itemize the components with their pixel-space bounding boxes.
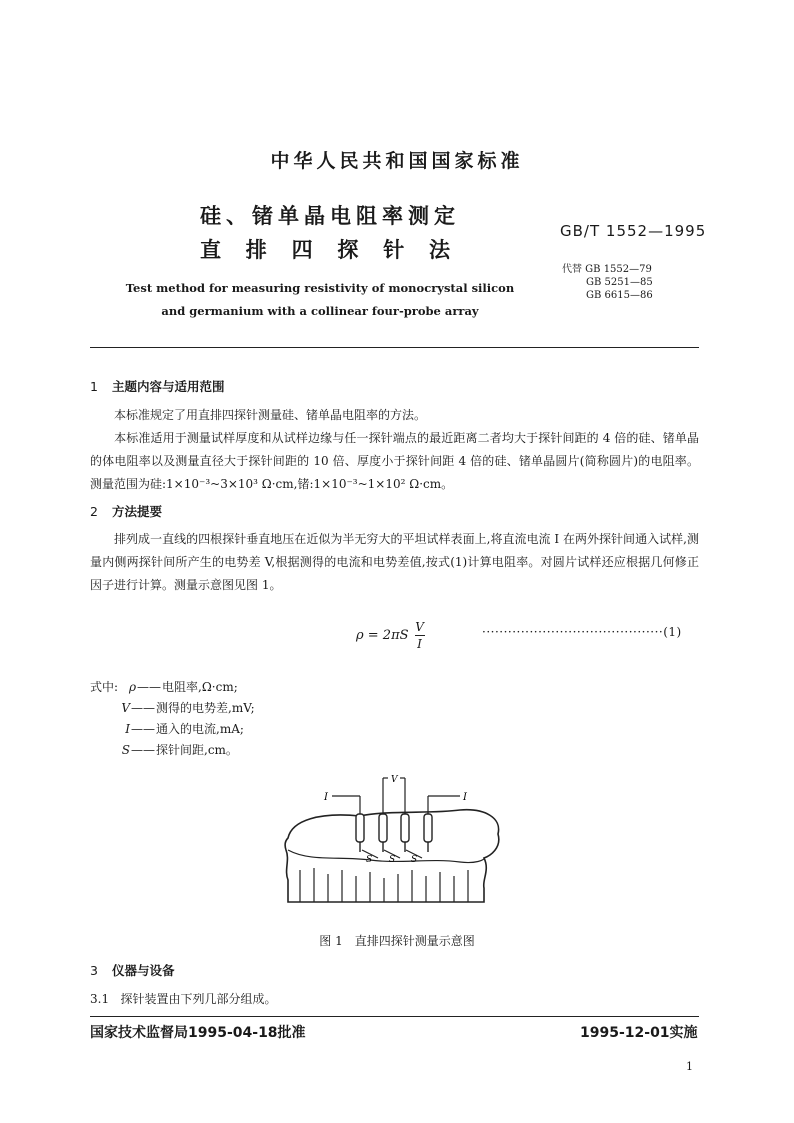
definition-row: [90, 698, 255, 719]
formula-numerator: V: [415, 620, 424, 634]
section-2-heading: [90, 502, 162, 520]
formula-fraction: [415, 620, 425, 651]
section-1-paragraph-1: [90, 404, 699, 427]
dash: ——: [131, 701, 155, 715]
section-number: 3: [90, 963, 98, 978]
section-1-paragraph-2: [90, 427, 699, 496]
section-number: 2: [90, 504, 98, 519]
symbol-description: 电阻率,Ω·cm;: [162, 680, 238, 694]
current-label-right: I: [463, 792, 467, 803]
leader-dots: ··········································: [482, 625, 664, 639]
section-title: 主题内容与适用范围: [112, 379, 225, 394]
replaces-line: 代替 GB 1552—79: [562, 264, 652, 275]
document-title-line2: [200, 234, 450, 264]
section-1-heading: [90, 377, 225, 395]
title-char: 直: [200, 238, 221, 262]
symbol: ρ: [128, 680, 137, 694]
definition-row: [90, 677, 255, 698]
paragraph-text: 排列成一直线的四根探针垂直地压在近似为半无穷大的平坦试样表面上,将直流电流 I 在两外探针间通入试样,测量内侧两探针间所产生的电势差 V,根据测得的电流和电势差值,按式(1)计算电阻率。对圆片试样还应根据几何修正因子进行计算。测量示意图见图 1。: [90, 532, 699, 592]
spacing-label: S: [389, 855, 396, 865]
footer-divider: [90, 1016, 699, 1017]
document-title-line1: 硅、锗单晶电阻率测定: [200, 204, 460, 228]
title-char: 法: [428, 238, 450, 262]
subsection-number: 3.1: [90, 992, 110, 1006]
where-prefix: 式中:: [90, 680, 119, 694]
dash: ——: [131, 743, 155, 757]
symbol: I: [125, 722, 130, 736]
title-char: 排: [245, 238, 267, 262]
title-char: 四: [291, 238, 313, 262]
subsection-3-1: [90, 988, 699, 1011]
sample-surface-edge: [288, 850, 484, 863]
formula-1: [356, 620, 425, 651]
section-2-paragraph-1: [90, 528, 699, 597]
symbol-description: 探针间距,cm。: [156, 743, 238, 757]
symbol-definitions: [90, 677, 255, 761]
spacing-label: S: [366, 855, 373, 865]
figure-caption: 图 1 直排四探针测量示意图: [319, 934, 475, 948]
replaces-block: [562, 263, 653, 302]
definition-row: [90, 740, 255, 761]
english-title: [120, 277, 520, 323]
formula-lhs: ρ = 2πS: [356, 628, 409, 643]
english-title-line: Test method for measuring resistivity of monocrystal silicon: [125, 281, 515, 295]
probe: [356, 814, 432, 842]
subsection-text: 探针装置由下列几部分组成。: [120, 992, 277, 1006]
approval-date: 国家技术监督局1995-04-18批准: [90, 1025, 306, 1041]
section-title: 仪器与设备: [112, 963, 175, 978]
probe-tips: [360, 842, 428, 852]
spacing-label: S: [411, 855, 418, 865]
paragraph-text: 本标准规定了用直排四探针测量硅、锗单晶电阻率的方法。: [114, 408, 427, 422]
header-divider: [90, 347, 699, 348]
dash: ——: [137, 680, 162, 694]
title-char: 针: [383, 238, 405, 262]
formula-denominator: I: [417, 637, 422, 651]
english-title-line: and germanium with a collinear four-probe array: [161, 304, 479, 318]
effective-date: 1995-12-01实施: [580, 1025, 698, 1041]
section-3-heading: [90, 961, 175, 979]
symbol-description: 通入的电流,mA;: [156, 722, 244, 736]
equation-number: (1): [663, 625, 682, 639]
replaces-line: GB 5251—85: [586, 277, 653, 288]
sample-hatching: [300, 868, 468, 902]
page-number: 1: [686, 1060, 693, 1073]
paragraph-text: 本标准适用于测量试样厚度和从试样边缘与任一探针端点的最近距离二者均大于探针间距的 4 倍的硅、锗单晶的体电阻率以及测量直径大于探针间距的 10 倍、厚度小于探针间距 4 倍的硅、锗单晶圆片(简称圆片)的电阻率。测量范围为硅:1×10⁻³~3×10³ Ω·cm,锗:1×10⁻³~1×10² Ω·cm。: [90, 431, 699, 491]
replaces-line: GB 6615—86: [586, 290, 653, 301]
symbol-description: 测得的电势差,mV;: [156, 701, 255, 715]
definition-row: [90, 719, 255, 740]
section-title: 方法提要: [112, 504, 163, 519]
current-label-left: I: [324, 792, 328, 803]
national-standard-heading: 中华人民共和国国家标准: [270, 150, 524, 172]
four-probe-diagram: [270, 770, 520, 920]
symbol: S: [121, 743, 130, 757]
section-number: 1: [90, 379, 98, 394]
standard-number: GB/T 1552—1995: [560, 222, 707, 240]
voltage-label: V: [391, 775, 398, 785]
symbol: V: [121, 701, 130, 715]
dash: ——: [131, 722, 155, 736]
title-char: 探: [337, 238, 359, 262]
formula-number: [482, 625, 682, 639]
